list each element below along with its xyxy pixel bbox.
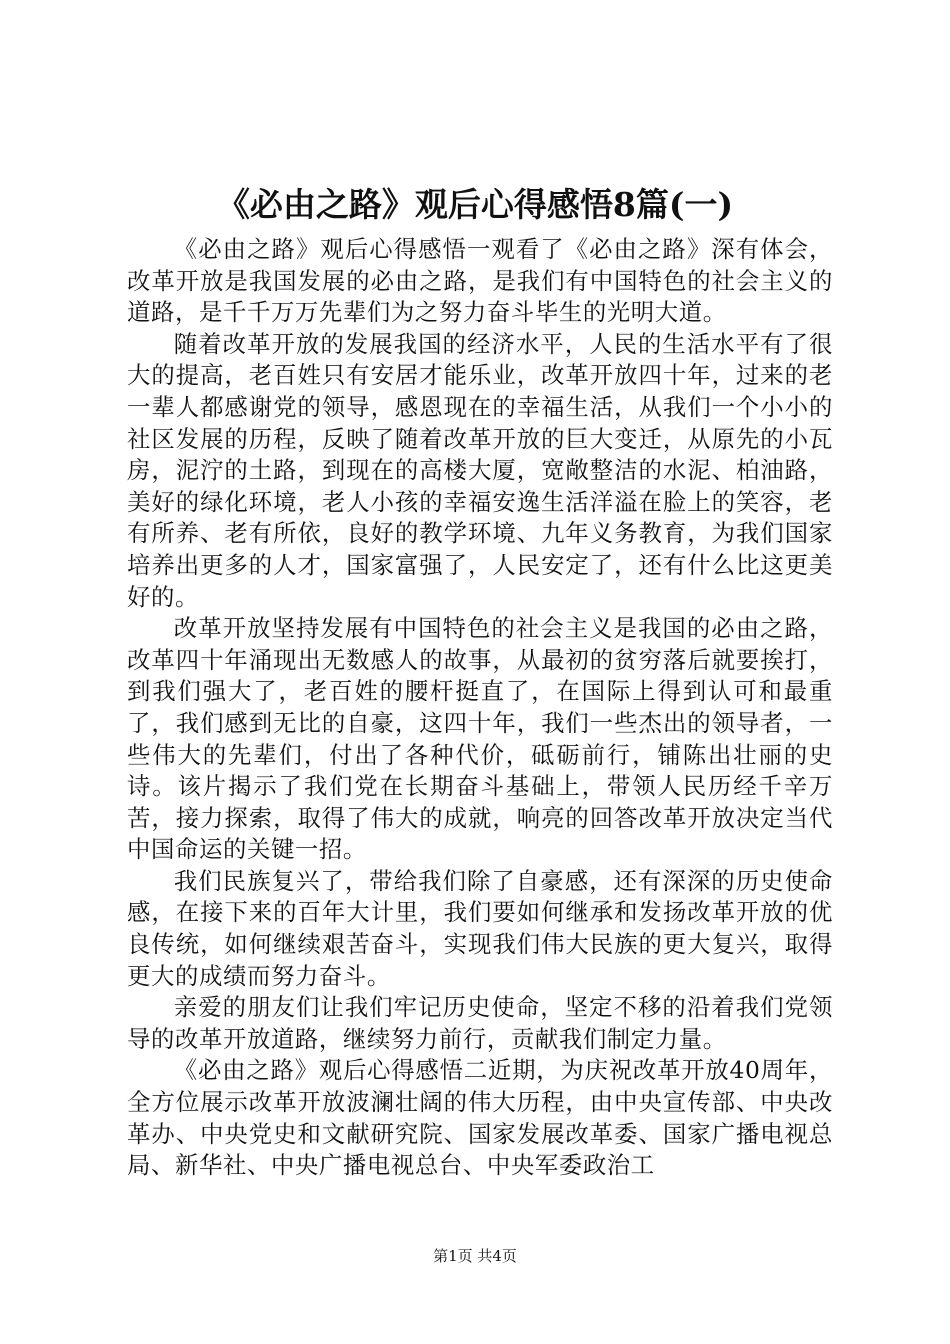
document-title: 《必由之路》观后心得感悟8篇(一) [216, 185, 734, 224]
paragraph: 改革开放坚持发展有中国特色的社会主义是我国的必由之路，改革四十年涌现出无数感人的故事，从最初的贫穷落后就要挨打，到我们强大了，老百姓的腰杆挺直了，在国际上得到认可和最重了，我们感到无比的自豪，这四十年，我们一些杰出的领导者，一些伟大的先辈们，付出了各种代价，砥砺前行，铺陈出壮丽的史诗。该片揭示了我们党在长期奋斗基础上，带领人民历经千辛万苦，接力探索，取得了伟大的成就，响亮的回答改革开放决定当代中国命运的关键一招。 [127, 614, 833, 864]
page-number-footer: 第1页 共4页 [433, 1247, 517, 1265]
paragraph: 《必由之路》观后心得感悟一观看了《必由之路》深有体会，改革开放是我国发展的必由之路，是我们有中国特色的社会主义的道路，是千千万万先辈们为之努力奋斗毕生的光明大道。 [127, 235, 833, 327]
paragraph: 亲爱的朋友们让我们牢记历史使命，坚定不移的沿着我们党领导的改革开放道路，继续努力前行，贡献我们制定力量。 [127, 993, 833, 1053]
paragraph: 《必由之路》观后心得感悟二近期，为庆祝改革开放40周年，全方位展示改革开放波澜壮阔的伟大历程，由中央宣传部、中央改革办、中央党史和文献研究院、国家发展改革委、国家广播电视总局、新华社、中央广播电视总台、中央军委政治工 [127, 1056, 833, 1180]
document-body [127, 234, 833, 1182]
paragraph: 随着改革开放的发展我国的经济水平，人民的生活水平有了很大的提高，老百姓只有安居才能乐业，改革开放四十年，过来的老一辈人都感谢党的领导，感恩现在的幸福生活，从我们一个小小的社区发展的历程，反映了随着改革开放的巨大变迁，从原先的小瓦房，泥泞的土路，到现在的高楼大厦，宽敞整洁的水泥、柏油路，美好的绿化环境，老人小孩的幸福安逸生活洋溢在脸上的笑容，老有所养、老有所依，良好的教学环境、九年义务教育，为我们国家培养出更多的人才，国家富强了，人民安定了，还有什么比这更美好的。 [127, 329, 833, 611]
paragraph: 我们民族复兴了，带给我们除了自豪感，还有深深的历史使命感，在接下来的百年大计里，我们要如何继承和发扬改革开放的优良传统，如何继续艰苦奋斗，实现我们伟大民族的更大复兴，取得更大的成绩而努力奋斗。 [127, 866, 833, 990]
